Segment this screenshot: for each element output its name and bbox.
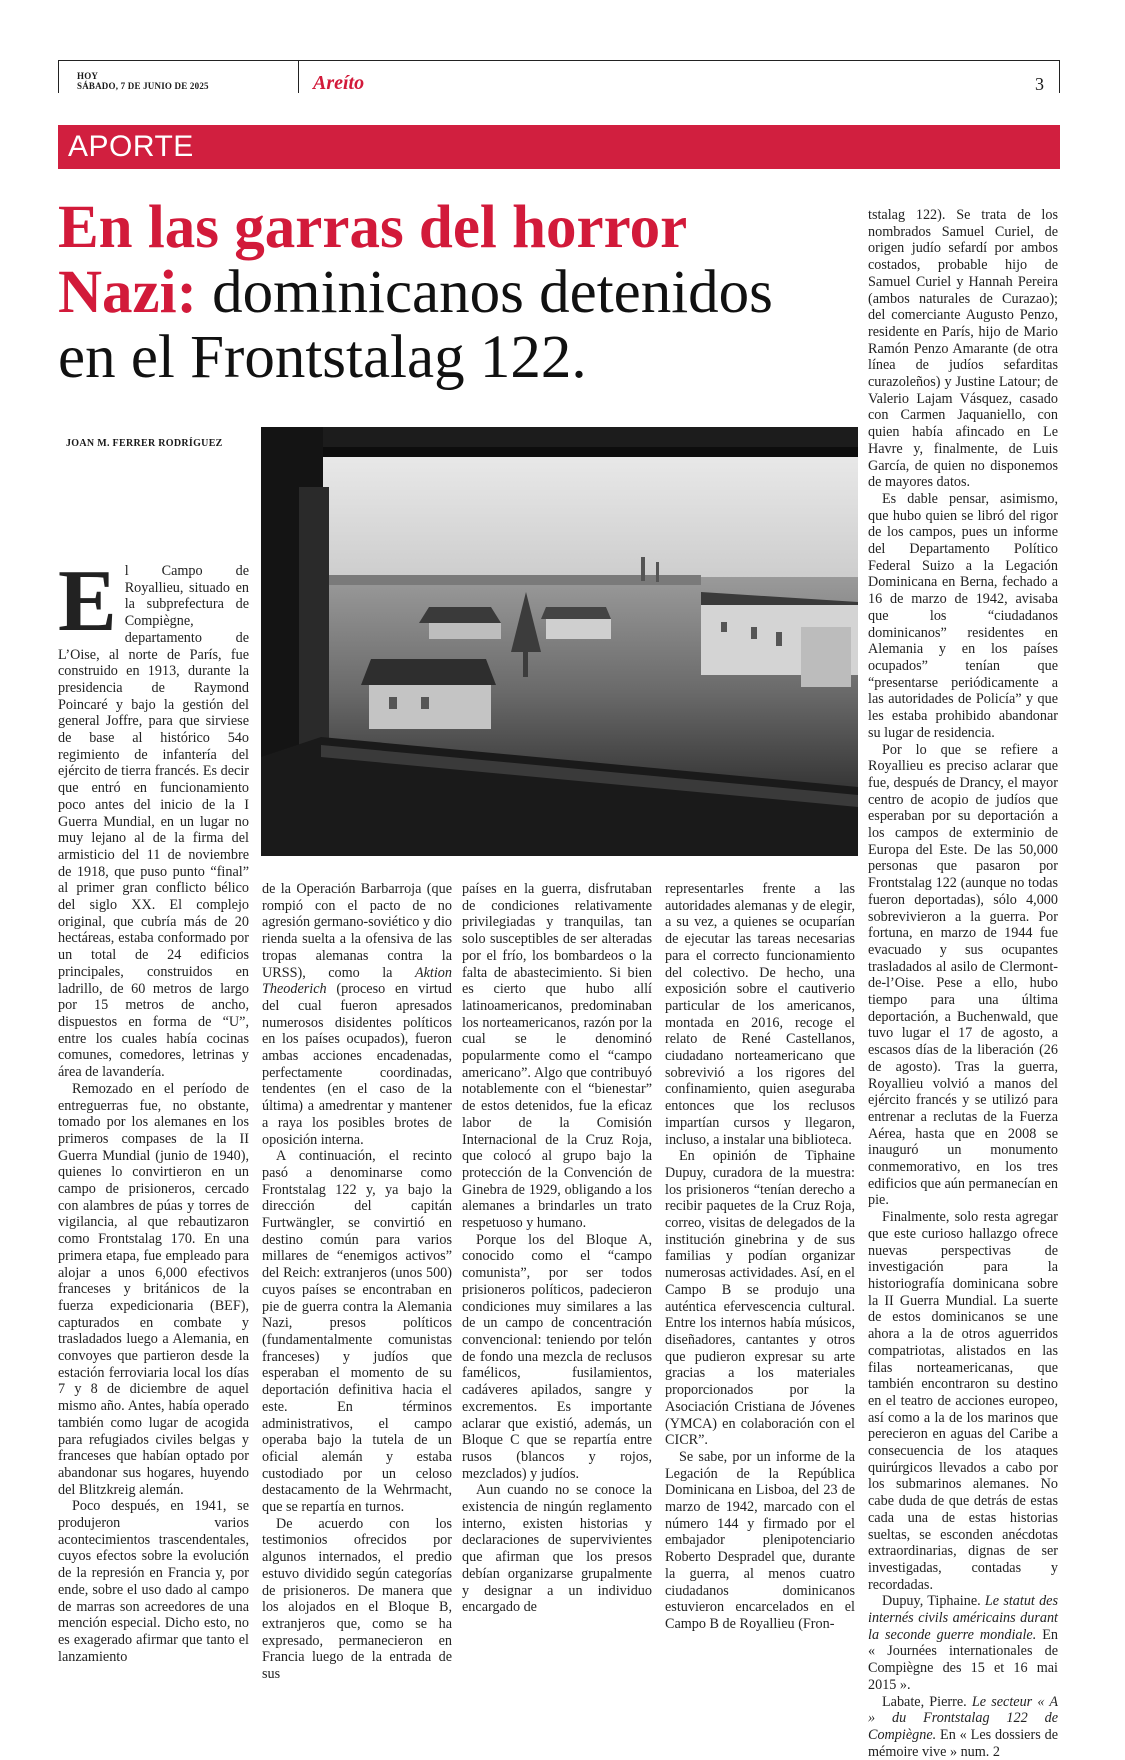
paragraph-text: de la Operación Barbarroja (que rompió con el pacto de no agresión germano-soviético y dio rienda suelta a la ofensiva de las tropas alemanas contra la URSS), como la [262,881,452,981]
article-column-2 [262,881,452,1683]
issue-date: SÁBADO, 7 DE JUNIO DE 2025 [77,81,209,91]
reference-title: Le secteur « A » du Frontstalag 122 de Compiègne. [868,1693,1058,1743]
paragraph: Por lo que se refiere a Royallieu es preciso aclarar que fue, después de Drancy, el mayor centro de acopio de judíos que esperaban por su deportación a los campos de exterminio de Europa del Este. De las 50,000 personas que pasaron por Frontstalag 122 (aunque no todas fueron deportadas), sólo 4,000 sobrevivieron a la guerra. Por fortuna, en marzo de 1944 fue evacuado y sus ocupantes trasladados al asilo de Clermont-de-l’Oise. Pese a ello, hubo tiempo para una última deportación, a Buchenwald, que tuvo lugar el 17 de agosto, a escasos días de la liberación (26 de agosto). Tras la guerra, Royallieu volvió a manos del ejército francés y se utilizó para entrenar a reclutas de la Fuerza Aérea, hasta que en 2008 se inauguró un monumento conmemorativo, en los tres edificios que aún permanecían en pie. [868,741,1058,1209]
article-column-3 [462,881,652,1616]
headline-line-2 [58,260,858,325]
paragraph [58,553,249,1081]
headline-highlight: Nazi: [58,259,197,326]
page-number: 3 [1035,74,1044,94]
paragraph: Poco después, en 1941, se produjeron varios acontecimientos trascendentales, cuyos efectos sobre la evolución de la represión en Francia y, por ende, sobre el uso dado al campo de marras son acreedores de una mención especial. Dicho esto, no es exagerado afirmar que tanto el lanzamiento [58,1498,249,1665]
paragraph: Porque los del Bloque A, conocido como el “campo comunista”, por ser todos prisioneros políticos, padecieron condiciones muy similares a las de un campo de concentración convencional: teniendo por telón de fondo una mezcla de reclusos famélicos, fusilamientos, cadáveres apilados, sangre y excrementos. Es importante aclarar que existió, además, un Bloque C que se repartía entre rusos (blancos y rojos, mezclados) y judíos. [462,1231,652,1482]
paragraph: A continuación, el recinto pasó a denominarse como Frontstalag 122 y, ya bajo la dirección del capitán Furtwängler, se convirtió en destino común para varios millares de “enemigos activos” del Reich: extranjeros (unos 500) cuyos países se encontraban en pie de guerra contra la Alemania Nazi, presos políticos (fundamentalmente comunistas franceses) y judíos que esperaban el momento de su deportación definitiva hacia el este. En términos administrativos, el campo operaba bajo la tutela de un oficial alemán y estaba custodiado por un celoso destacamento de la Wehrmacht, que se repartía en turnos. [262,1148,452,1516]
paper-name: HOY [77,71,99,81]
article-column-5 [868,207,1058,1760]
paragraph-text: l Campo de Royallieu, situado en la subprefectura de Compiègne, departamento de L’Oise, al norte de París, fue construido en 1913, durante la presidencia de Raymond Poincaré y bajo la gestión del general Joffre, para que sirviese de base al histórico 54o regimiento de infantería del ejército de tierra francés. Es decir que entró en funcionamiento poco antes del inicio de la I Guerra Mundial, en un lugar no muy lejano al de la firma del armisticio del 11 de noviembre de 1918, que puso punto “final” al primer gran conflicto bélico del siglo XX. El complejo original, que cubría más de 20 hectáreas, estaba conformado por un total de 24 edificios principales, construidos en ladrillo, de 60 metros de largo por 15 metros de ancho, dispuestos en forma de “U”, entre los cuales había cocinas comunes, comedores, letrinas y área de lavandería. [58,563,249,1081]
article-column-4 [665,881,855,1633]
camp-photo-icon [261,427,858,856]
paragraph: representarles frente a las autoridades alemanas y de elegir, a su vez, a quienes se ocuparían de ejecutar las tareas necesarias para el correcto funcionamiento del colectivo. De hecho, una exposición sobre el cautiverio particular de los americanos, montada en 2016, recoge el relato de René Castellanos, ciudadano norteamericano que sobrevivió a los rigores del confinamiento, quien aseguraba entonces que los reclusos impartían cursos y llegaron, incluso, a instalar una biblioteca. [665,881,855,1148]
paragraph: Se sabe, por un informe de la Legación de la República Dominicana en Lisboa, del 23 de marzo de 1942, marcado con el número 144 y firmado por el embajador plenipotenciario Roberto Despradel que, durante la guerra, al menos cuatro ciudadanos dominicanos estuvieron encarcelados en el Campo B de Royallieu (Fron- [665,1448,855,1632]
header-divider [1059,61,1060,93]
headline-line-1: En las garras del horror [58,194,688,261]
reference-title: Le statut des internés civils américains durant la seconde guerre mondiale. [868,1593,1059,1643]
reference-text: Dupuy, Tiphaine. [882,1593,985,1610]
paragraph: Finalmente, solo resta agregar que este curioso hallazgo ofrece nuevas perspectivas de investigación para la historiografía dominicana sobre la II Guerra Mundial. La suerte de estos dominicanos se une ahora a la de otros aguerridos compatriotas, alistados en las filas norteamericanas, que también encontraron su destino en el teatro de acciones europeo, así como a la de los marinos que perecieron en aguas del Caribe a consecuencia de los ataques quirúrgicos llevados a cabo por los submarinos alemanes. No cabe duda de que detrás de estas cada una de estas historias sueltas, se esconden anécdotas extraordinarias, dignas de ser investigadas, contadas y recordadas. [868,1209,1058,1593]
emphasis-text: Aktion Theoderich [262,964,452,998]
paragraph: Es dable pensar, asimismo, que hubo quien se libró del rigor de los campos, pues un informe del Departamento Político Federal Suizo a la Legación Dominicana en Berna, fechado a 16 de marzo de 1942, avisaba que los “ciudadanos dominicanos” residentes en Alemania y en los países ocupados” tenían que “presentarse periódicamente a las autoridades de Policía” y que les estaba prohibido abandonar su lugar de residencia. [868,490,1058,741]
paragraph [262,881,452,1148]
paragraph: Remozado en el período de entreguerras fue, no obstante, tomado por los alemanes en los primeros compases de la II Guerra Mundial (junio de 1940), quienes lo convirtieron en un campo de prisioneros, cercado con alambres de púas y torres de vigilancia, al que rebautizaron como Frontstalag 170. En una primera etapa, fue empleado para alojar a unos 6,000 efectivos franceses y británicos de la fuerza expedicionaria (BEF), capturados en combate y trasladados luego a Alemania, en convoyes que partieron desde la estación ferroviaria local los días 7 y 8 de diciembre de aquel mismo año. Antes, había operado también como lugar de acogida para refugiados civiles belgas y franceses que habían optado por abandonar sus hogares, huyendo del Blitzkreig alemán. [58,1080,249,1498]
paragraph-text: (proceso en virtud del cual fueron apresados numerosos disidentes políticos en los países ocupados), fueron ambas acciones encadenadas, perfectamente coordinadas, tendentes (en el caso de la última) a amedrentar y mantener a raya los posibles brotes de oposición interna. [262,981,452,1148]
section-band-label: APORTE [68,130,194,163]
header-divider [58,61,59,93]
drop-cap: E [58,553,117,650]
masthead [77,71,209,91]
paragraph: De acuerdo con los testimonios ofrecidos por algunos internados, el predio estuvo dividido según categorías de prisioneros. De manera que los alojados en el Bloque B, extranjeros que, como se ha expresado, permanecieron en Francia luego de la entrada de sus [262,1515,452,1683]
reference [868,1694,1058,1760]
byline: JOAN M. FERRER RODRÍGUEZ [66,438,223,449]
section-band [58,125,1060,169]
reference-text: En « Les dossiers de mémoire vive » num. 2 [868,1726,1058,1760]
camp-photo-drawing [261,427,858,856]
reference-text: En « Journées internationales de Compiègne des 15 et 16 mai 2015 ». [868,1626,1059,1693]
article-column-1 [58,553,249,1665]
paragraph: Aun cuando no se conoce la existencia de ningún reglamento interno, existen historias y declaraciones de supervivientes que afirman que los presos debían organizarse grupalmente y designar a un individuo encargado de [462,1482,652,1616]
headline-line-3: en el Frontstalag 122. [58,324,587,391]
paragraph: tstalag 122). Se trata de los nombrados Samuel Curiel, de origen judío sefardí por ambos costados, probable hijo de Samuel Curiel y Hannah Pereira (ambos naturales de Curazao); del comerciante Augusto Penzo, residente en París, hijo de Mario Ramón Penzo Amarante (de otra línea de judíos sefarditas curazoleños) y Justine Latour; de Valerio Lajam Vásquez, casado con Carmen Jaquaniello, con quien había afincado en Le Havre y, finalmente, de Luis García, de quien no disponemos de mayores datos. [868,207,1058,491]
reference [868,1593,1058,1693]
header-divider [298,61,299,93]
headline [58,195,858,390]
headline-line-2-text: dominicanos detenidos [196,259,773,326]
page-header [58,60,1060,96]
reference-text: Labate, Pierre. [882,1693,972,1710]
paragraph: En opinión de Tiphaine Dupuy, curadora de la muestra: los prisioneros “tenían derecho a recibir paquetes de la Cruz Roja, correo, visitas de delegados de la institución ginebrina y de sus familias y podían organizar numerosas actividades. Así, en el Campo B se produjo una auténtica efervescencia cultural. Entre los internos había músicos, diseñadores, cantantes y otros que pudieron expresar su arte gracias a los materiales proporcionados por la Asociación Cristiana de Jóvenes (YMCA) en colaboración con el CICR”. [665,1148,855,1449]
section-name: Areíto [313,72,365,94]
paragraph: países en la guerra, disfrutaban de condiciones relativamente privilegiadas y tranquilas, tan solo susceptibles de ser alteradas por el frío, los bombardeos o la falta de abastecimiento. Si bien es cierto que hubo allí latinoamericanos, predominaban los norteamericanos, razón por la cual se le denominó popularmente como el “campo americano”. Algo que contribuyó notablemente con el “bienestar” de estos detenidos, fue la eficaz labor de la Comisión Internacional de la Cruz Roja, que colocó al grupo bajo la protección de la Convención de Ginebra de 1929, obligando a los alemanes a brindarles un trato respetuoso y humano. [462,881,652,1232]
